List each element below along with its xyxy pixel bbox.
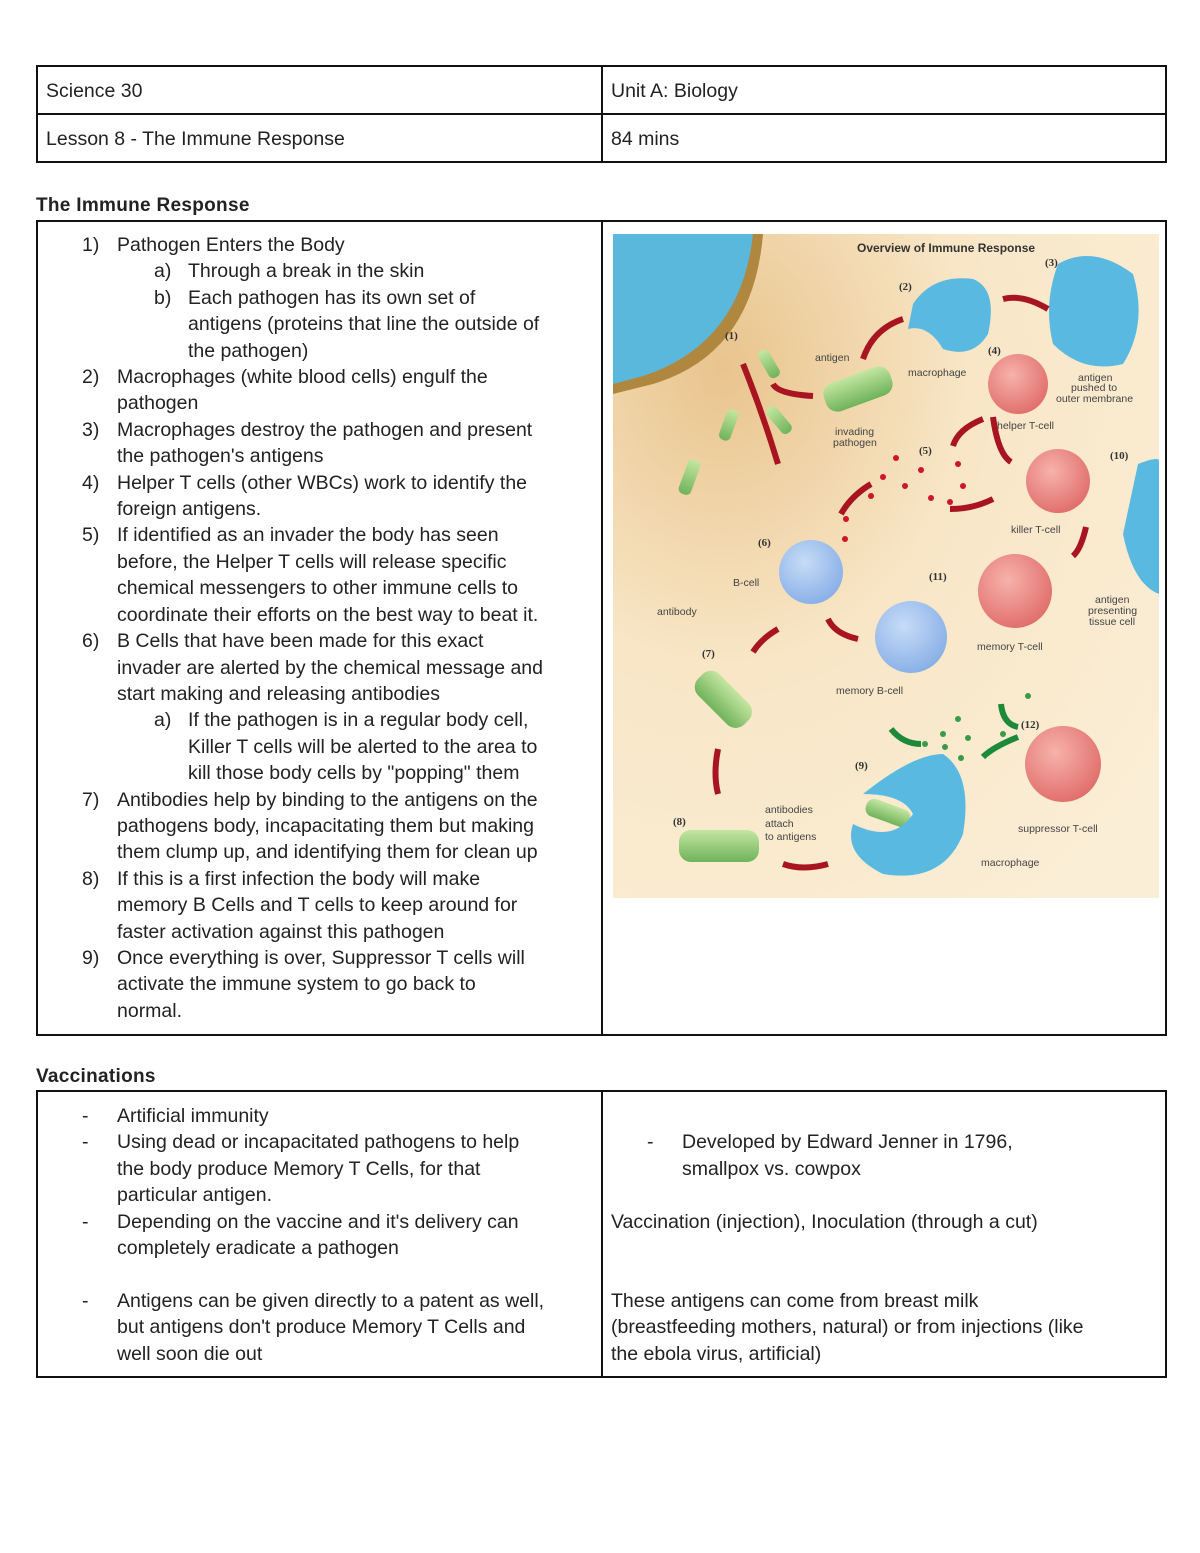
list-text: kill those body cells by "popping" them [188, 762, 520, 785]
list-text: pathogens body, incapacitating them but making [117, 814, 534, 837]
list-line [46, 1235, 593, 1261]
list-text: particular antigen. [117, 1184, 273, 1207]
list-line [46, 285, 593, 311]
lesson-cell: Lesson 8 - The Immune Response [37, 114, 602, 162]
svg-text:presenting: presenting [1088, 605, 1138, 617]
svg-text:pushed to: pushed to [1071, 382, 1118, 394]
vaccinations-list [46, 1092, 593, 1367]
memory-b-cell [875, 601, 947, 673]
list-marker: 4) [82, 471, 100, 494]
list-text: Macrophages destroy the pathogen and present [117, 418, 533, 441]
svg-text:(5): (5) [919, 445, 932, 457]
list-text: completely eradicate a pathogen [117, 1237, 399, 1260]
vaccinations-right-cell [602, 1091, 1166, 1377]
svg-text:antibody: antibody [657, 606, 697, 618]
vaccination-methods: Vaccination (injection), Inoculation (through a cut) [611, 1210, 1038, 1233]
svg-text:(3): (3) [1045, 257, 1058, 269]
list-line [46, 707, 593, 733]
list-line [46, 971, 593, 997]
list-line [46, 655, 593, 681]
suppressor-t-cell [1025, 726, 1101, 802]
course-cell: Science 30 [37, 66, 602, 114]
list-line [46, 1288, 593, 1314]
list-marker: 9) [82, 946, 100, 969]
list-marker: a) [154, 709, 172, 732]
macrophage-antigen-shape [1049, 256, 1139, 367]
list-text: Using dead or incapacitated pathogens to help [117, 1131, 520, 1154]
immune-response-diagram [613, 234, 1159, 898]
svg-text:(2): (2) [899, 281, 912, 293]
svg-text:outer membrane: outer membrane [1056, 393, 1134, 405]
svg-text:(10): (10) [1110, 450, 1129, 462]
list-line [46, 892, 593, 918]
svg-text:attach: attach [765, 818, 794, 830]
svg-text:antigen: antigen [1078, 372, 1113, 384]
immune-steps-list [46, 222, 593, 1024]
list-text: Pathogen Enters the Body [117, 234, 345, 256]
list-line [46, 1156, 593, 1182]
list-marker: a) [154, 260, 172, 283]
list-line [46, 232, 593, 258]
list-line [46, 311, 593, 337]
jenner-bullet-cont: smallpox vs. cowpox [682, 1157, 861, 1180]
list-line [46, 1261, 593, 1287]
svg-text:(9): (9) [855, 760, 868, 772]
list-text: normal. [117, 999, 183, 1022]
list-text: start making and releasing antibodies [117, 682, 441, 705]
list-text: activate the immune system to go back to [117, 973, 476, 996]
list-text: but antigens don't produce Memory T Cells and [117, 1316, 526, 1339]
svg-text:invading: invading [835, 426, 875, 438]
list-text: Once everything is over, Suppressor T cells will [117, 946, 525, 969]
svg-text:pathogen: pathogen [833, 437, 877, 449]
list-line [46, 390, 593, 416]
svg-text:tissue cell: tissue cell [1089, 616, 1136, 628]
vaccinations-left-cell [37, 1091, 602, 1377]
list-line [46, 575, 593, 601]
list-text: Helper T cells (other WBCs) work to identify the [117, 471, 528, 494]
list-text: them clump up, and identifying them for clean up [117, 841, 538, 864]
list-marker: 2) [82, 366, 100, 389]
list-text: If this is a first infection the body will make [117, 867, 481, 890]
list-line [46, 945, 593, 971]
list-line [46, 839, 593, 865]
list-line [46, 470, 593, 496]
list-text: Antibodies help by binding to the antigens on the [117, 788, 538, 811]
list-line [46, 1209, 593, 1235]
svg-text:macrophage: macrophage [981, 857, 1040, 869]
antigen-sources-1: These antigens can come from breast milk [611, 1289, 979, 1312]
list-marker: 8) [82, 867, 100, 890]
killer-t-cell [1026, 449, 1090, 513]
list-line [46, 496, 593, 522]
list-line [46, 998, 593, 1024]
jenner-bullet: - Developed by Edward Jenner in 1796, [647, 1131, 1013, 1154]
svg-text:(11): (11) [929, 571, 947, 583]
list-marker: - [82, 1289, 89, 1312]
immune-response-table [36, 220, 1167, 1036]
list-line [46, 919, 593, 945]
list-line [46, 602, 593, 628]
svg-text:memory T-cell: memory T-cell [977, 641, 1043, 653]
list-line [46, 628, 593, 654]
list-text: the pathogen) [188, 339, 309, 362]
list-line [46, 760, 593, 786]
list-marker: - [82, 1210, 89, 1233]
list-line [46, 1129, 593, 1155]
list-marker: 6) [82, 630, 100, 653]
antigen-sources-3: the ebola virus, artificial) [611, 1342, 822, 1365]
svg-text:killer T-cell: killer T-cell [1011, 524, 1061, 536]
svg-text:antigen: antigen [815, 352, 850, 364]
helper-t-cell [988, 354, 1048, 414]
list-line [46, 549, 593, 575]
list-line [46, 813, 593, 839]
list-text: well soon die out [117, 1342, 263, 1365]
list-line [46, 787, 593, 813]
list-marker: b) [154, 286, 172, 309]
svg-text:(4): (4) [988, 345, 1001, 357]
list-marker: 1) [82, 234, 100, 256]
list-line [46, 1103, 593, 1129]
diagram-cell [602, 221, 1166, 1035]
list-text: antigens (proteins that line the outside of [188, 313, 540, 336]
svg-text:antigen: antigen [1095, 594, 1130, 606]
duration-cell: 84 mins [602, 114, 1166, 162]
unit-cell: Unit A: Biology [602, 66, 1166, 114]
list-text: If identified as an invader the body has seen [117, 524, 499, 547]
list-line [46, 681, 593, 707]
vaccinations-heading: Vaccinations [36, 1066, 156, 1087]
list-line [46, 522, 593, 548]
antigen-sources-2: (breastfeeding mothers, natural) or from injections (like [611, 1316, 1084, 1339]
list-marker: 3) [82, 418, 100, 441]
list-line [46, 734, 593, 760]
svg-text:(8): (8) [673, 816, 686, 828]
lesson-header-table [36, 65, 1167, 163]
list-text: Each pathogen has its own set of [188, 286, 476, 309]
list-text: Antigens can be given directly to a patent as well, [117, 1289, 545, 1312]
svg-text:(7): (7) [702, 648, 715, 660]
list-line [46, 417, 593, 443]
svg-text:suppressor T-cell: suppressor T-cell [1018, 823, 1098, 835]
list-line [46, 1314, 593, 1340]
list-marker: - [82, 1131, 89, 1154]
svg-text:helper T-cell: helper T-cell [997, 420, 1055, 432]
list-text: Through a break in the skin [188, 260, 425, 283]
vaccinations-table [36, 1090, 1167, 1378]
list-line [46, 364, 593, 390]
immune-response-heading: The Immune Response [36, 195, 250, 216]
list-line [46, 338, 593, 364]
list-text: the pathogen's antigens [117, 445, 324, 468]
b-cell [779, 540, 843, 604]
list-text: invader are alerted by the chemical message and [117, 656, 543, 679]
list-text: Macrophages (white blood cells) engulf the [117, 366, 488, 389]
list-text: foreign antigens. [117, 498, 262, 521]
list-marker: - [82, 1105, 89, 1127]
list-text: Depending on the vaccine and it's delivery can [117, 1210, 519, 1233]
list-text: Killer T cells will be alerted to the area to [188, 735, 538, 758]
list-marker: 7) [82, 788, 100, 811]
svg-text:to antigens: to antigens [765, 831, 817, 843]
list-text: B Cells that have been made for this exact [117, 630, 484, 653]
svg-text:macrophage: macrophage [908, 367, 967, 379]
list-line [46, 1182, 593, 1208]
list-marker: 5) [82, 524, 100, 547]
list-text: chemical messengers to other immune cells to [117, 577, 518, 600]
list-text: Artificial immunity [117, 1105, 269, 1127]
diagram-title: Overview of Immune Response [857, 241, 1036, 255]
list-text: If the pathogen is in a regular body cell, [188, 709, 529, 732]
list-line [46, 258, 593, 284]
list-text: coordinate their efforts on the best way to beat it. [117, 603, 539, 626]
svg-text:antibodies: antibodies [765, 804, 813, 816]
immune-steps-cell [37, 221, 602, 1035]
list-text: pathogen [117, 392, 199, 415]
list-text: faster activation against this pathogen [117, 920, 445, 943]
svg-text:(6): (6) [758, 537, 771, 549]
svg-text:(12): (12) [1021, 719, 1040, 731]
svg-text:B-cell: B-cell [733, 577, 760, 589]
memory-t-cell [978, 554, 1052, 628]
list-text: memory B Cells and T cells to keep around for [117, 894, 518, 917]
svg-text:(1): (1) [725, 330, 738, 342]
list-line [46, 866, 593, 892]
list-line [46, 443, 593, 469]
list-line [46, 1341, 593, 1367]
list-text: the body produce Memory T Cells, for that [117, 1157, 481, 1180]
list-text: before, the Helper T cells will release specific [117, 550, 507, 573]
svg-text:memory B-cell: memory B-cell [836, 685, 904, 697]
